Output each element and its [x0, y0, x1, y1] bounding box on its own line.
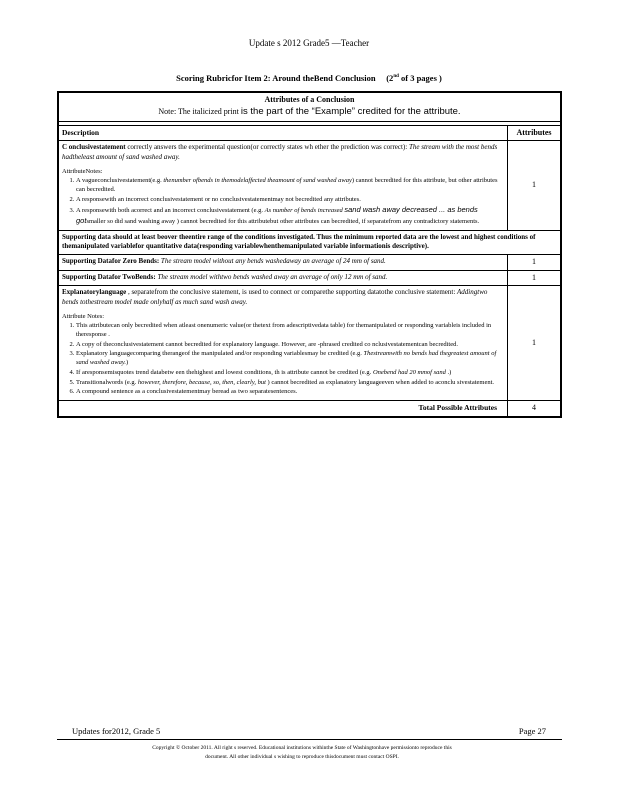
- explanatory-notes-title: Attribute Notes:: [62, 313, 105, 321]
- rubric-title: Scoring Rubricfor Item 2: Around theBend Conclusion: [176, 73, 376, 83]
- supporting-description: Supporting data should at least beover theentire range of the conditions investigated. Thus the minimum reported data are the lowest and highest conditions of themanipulated variablefor quantitative data(responding variablewhenthemanipulated variable informationis descriptive).: [58, 230, 561, 254]
- row-two-bends: [58, 270, 561, 286]
- table-caption-note: Note: The italicized print is the part of the “Example” credited for the attribute.: [158, 105, 461, 117]
- conclusive-notes-title: AttributeNotes:: [62, 168, 103, 176]
- list-item: 4. If aresponsemisquotes trend databetw een thehighest and lowest conditions, th is attribute cannot be credited (e.g. Onebend had 20 mmof sand .): [76, 369, 504, 378]
- page-footer: [72, 726, 546, 736]
- conclusive-points: 1: [508, 141, 562, 230]
- two-bends-points: 1: [508, 270, 562, 286]
- list-item: 1. A vagueconclusivestatement(e.g. thenumber ofbends in themodelaffected theamount of sand washed away) cannot becredited for this attribute, but other attributes can becredited.: [76, 177, 504, 195]
- list-item: 2. A copy of theconclusivestatement cannot becredited for explanatory language. However, are -phrased credited co nclusivestatementcan becredited.: [76, 341, 504, 350]
- explanatory-description: Explanatorylanguage , separatefrom the conclusive statement, is used to connect or comparethe supporting datatothe conclusive statement: Addingtwo bends tothestream model made onlyhalf as much sand wash away.: [62, 288, 488, 306]
- column-header-row: [58, 125, 561, 141]
- row-zero-bends: [58, 254, 561, 270]
- list-item: 3. A responsewith both acorrect and an incorrect conclusivestatement (e.g. As number of bends increased sand wash away decreased ... as bends gotsmaller so did sand washing away ) cannot becredited for this attributebut other attributes can becredited, if separatefrom any contradictory statements.: [76, 205, 504, 227]
- list-item: 5. Transitionalwords (e.g. however, therefore, because, so, then, clearly, but ) cannot becredited as explanatory languageeven when added to aconclu sivestatement.: [76, 379, 504, 388]
- zero-bends-description: Supporting Datafor Zero Bends: The stream model without any bends washedaway an average of 24 mm of sand.: [58, 254, 508, 270]
- list-item: 1. This attributecan only becredited when atleast onenumeric value(or thetext from adescriptivedata table) for themanipulated or responding variableis included in theresponse .: [76, 322, 504, 340]
- page-number: Page 27: [518, 726, 546, 736]
- rubric-table: [57, 91, 562, 418]
- explanatory-notes-list: [62, 322, 504, 397]
- row-conclusive-statement: [58, 141, 561, 230]
- col-header-description: Description: [58, 125, 508, 141]
- two-bends-description: Supporting Datafor TwoBends: The stream model withtwo bends washed away an average of only 12 mm of sand.: [58, 270, 508, 286]
- list-item: 6. A compound sentence as a conclusivestatementmay beread as two separatesentences.: [76, 388, 504, 397]
- page-info: (2nd of 3 pages ): [386, 73, 442, 83]
- table-caption-row: [58, 92, 561, 121]
- conclusive-description: C onclusivestatement correctly answers the experimental question(or correctly states wh ether the prediction was correct): The stream with the most bends hadtheleast amount of sand washed away.: [62, 143, 498, 161]
- copyright-notice: Copyright © October 2011. All right s reserved. Educational institutions withinthe State of Washingtonhave permissionto reproduce this document. All other individual s wishing to reproduce thisdocument must contact OSPI.: [152, 745, 452, 760]
- list-item: 2. A responsewith an incorrect conclusivestatement or no conclusivestatementmay not becredited any attributes.: [76, 196, 504, 205]
- footer-left: Updates for2012, Grade 5: [72, 726, 161, 736]
- rubric-subheader: [0, 73, 618, 83]
- total-label: Total Possible Attributes: [58, 401, 508, 417]
- total-value: 4: [508, 401, 562, 417]
- row-total: [58, 401, 561, 417]
- zero-bends-points: 1: [508, 254, 562, 270]
- explanatory-points: 1: [508, 286, 562, 401]
- conclusive-notes-list: [62, 177, 504, 227]
- page-header: Update s 2012 Grade5 —Teacher: [248, 38, 370, 48]
- footer-divider: [57, 739, 562, 740]
- col-header-attributes: Attributes: [508, 125, 562, 141]
- row-explanatory-language: [58, 286, 561, 401]
- row-supporting-data: [58, 230, 561, 254]
- table-caption-title: Attributes of a Conclusion: [264, 95, 355, 104]
- list-item: 3. Explanatory languagecomparing therangeof the manipulated and/or responding variablesmay be credited (e.g. Thestreamwith no bends had thegreatest amount of sand washed away.): [76, 350, 504, 368]
